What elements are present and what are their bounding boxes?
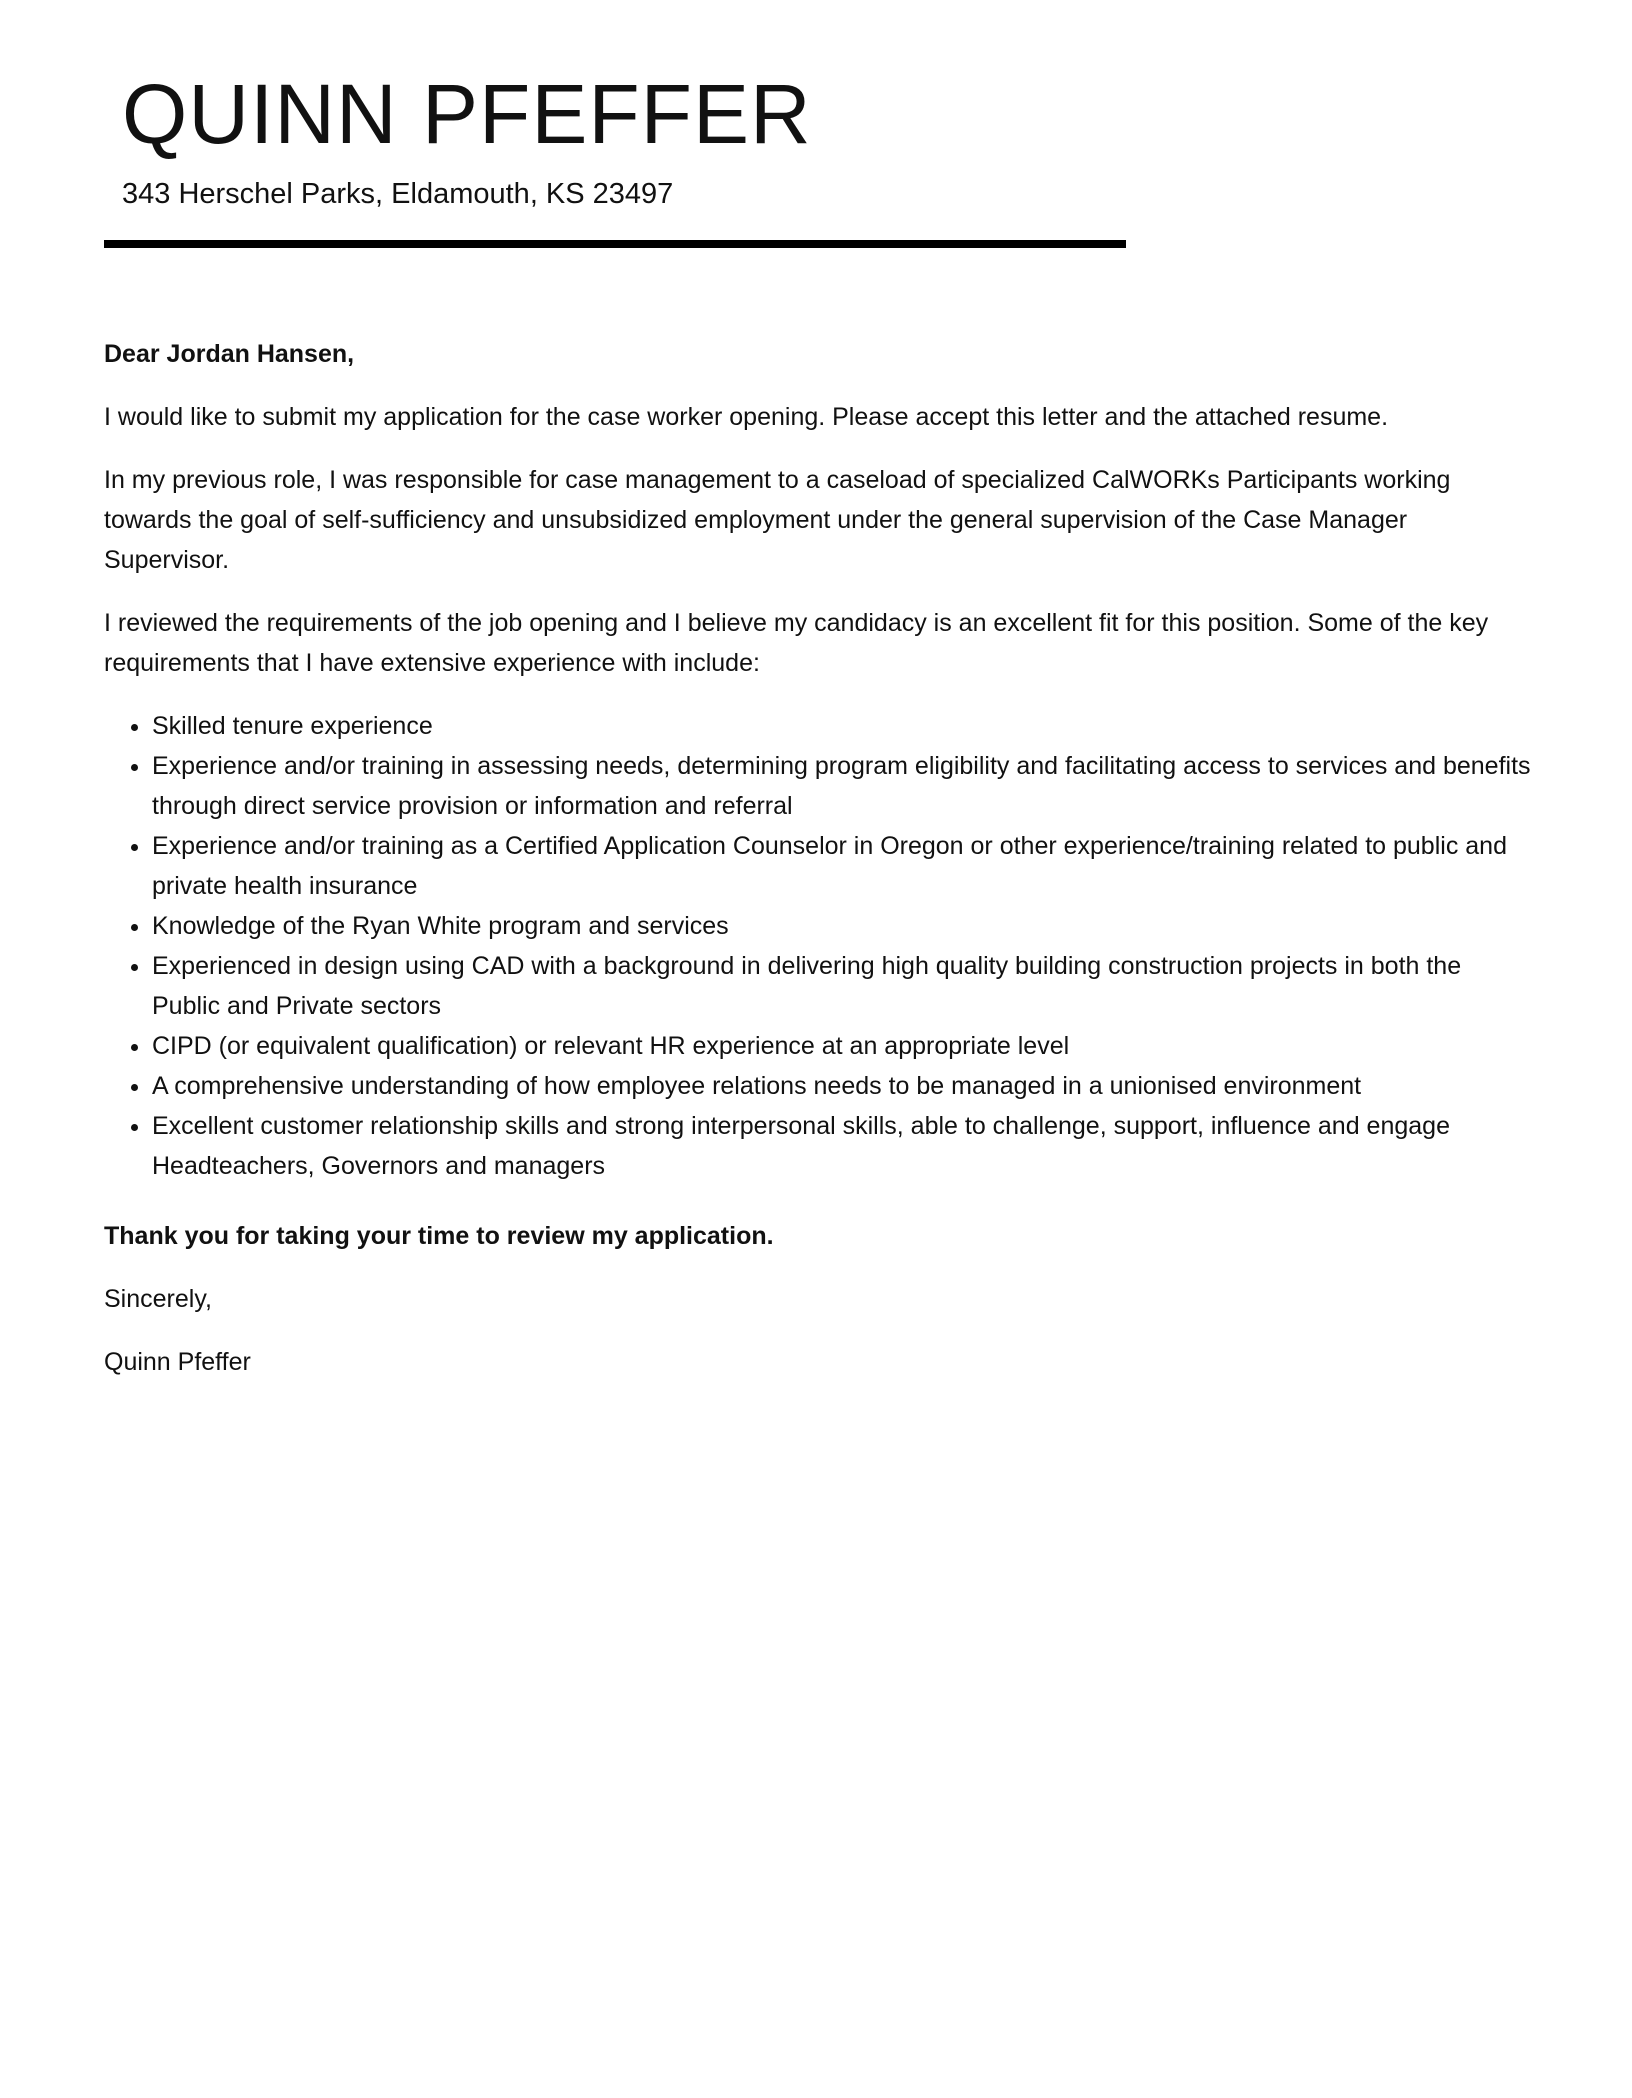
list-item: • Experience and/or training as a Certified Application Counselor in Oregon or other experience/training related to public and private health insurance [152, 826, 1534, 906]
list-item: • Experienced in design using CAD with a background in delivering high quality building construction projects in both the Public and Private sectors [152, 946, 1534, 1026]
signature-name: Quinn Pfeffer [104, 1348, 251, 1376]
list-item: • Knowledge of the Ryan White program and services [152, 906, 1534, 946]
applicant-address: 343 Herschel Parks, Eldamouth, KS 23497 [122, 178, 674, 210]
letter-body [104, 334, 1534, 1405]
list-item: • Skilled tenure experience [152, 706, 1534, 746]
header-divider [104, 240, 1126, 248]
list-item: • Experience and/or training in assessing needs, determining program eligibility and facilitating access to services and benefits through direct service provision or information and referral [152, 746, 1534, 826]
applicant-name: QUINN PFEFFER [122, 67, 812, 161]
list-item: • A comprehensive understanding of how employee relations needs to be managed in a unionised environment [152, 1066, 1534, 1106]
paragraph-previous-role: In my previous role, I was responsible for case management to a caseload of specialized CalWORKs Participants working towards the goal of self-sufficiency and unsubsidized employment under the general supervision of the Case Manager Supervisor. [104, 466, 1451, 574]
requirements-list [104, 706, 1534, 1186]
letter-header [122, 67, 812, 210]
list-item: • Excellent customer relationship skills and strong interpersonal skills, able to challenge, support, influence and engage Headteachers, Governors and managers [152, 1106, 1534, 1186]
salutation: Dear Jordan Hansen, [104, 340, 355, 368]
list-item: • CIPD (or equivalent qualification) or relevant HR experience at an appropriate level [152, 1026, 1534, 1066]
paragraph-requirements-lead: I reviewed the requirements of the job opening and I believe my candidacy is an excellent fit for this position. Some of the key requirements that I have extensive experience with include: [104, 609, 1489, 677]
signoff: Sincerely, [104, 1285, 212, 1313]
closing-thanks: Thank you for taking your time to review my application. [104, 1222, 774, 1250]
paragraph-intro: I would like to submit my application for the case worker opening. Please accept this letter and the attached resume. [104, 403, 1389, 431]
